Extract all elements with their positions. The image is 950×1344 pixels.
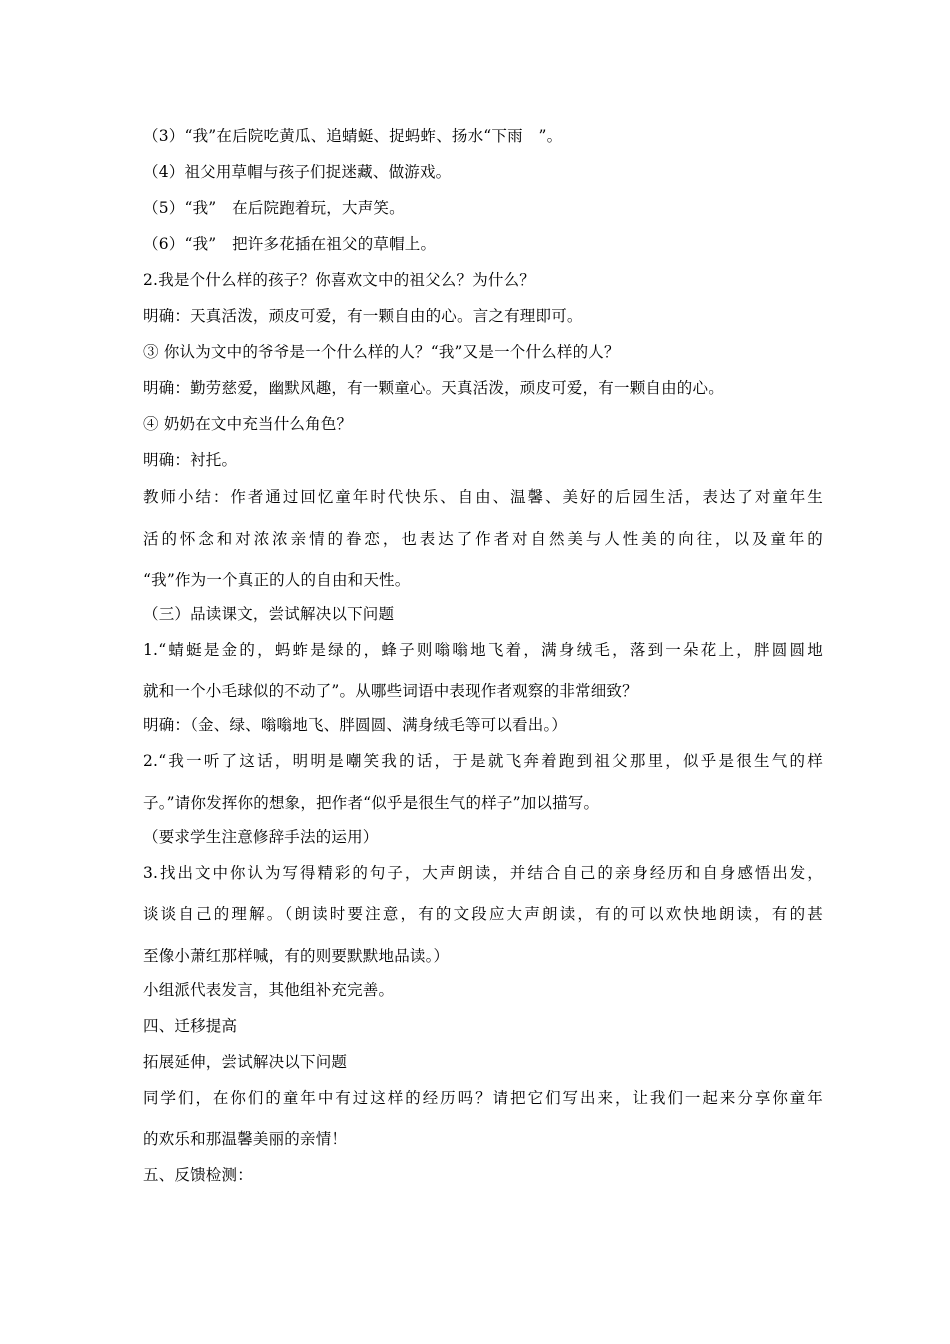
text-line: 五、反馈检测： xyxy=(143,1166,253,1184)
text-line: 1.“蜻蜓是金的，蚂蚱是绿的，蜂子则嗡嗡地飞着，满身绒毛，落到一朵花上，胖圆圆地 xyxy=(143,641,823,659)
text-line: “我”作为一个真正的人的自由和天性。 xyxy=(143,571,411,589)
text-line: 的欢乐和那温馨美丽的亲情！ xyxy=(143,1130,348,1148)
text-line: 子。”请你发挥你的想象，把作者“似乎是很生气的样子”加以描写。 xyxy=(143,794,600,812)
text-line: 明确：（金、绿、嗡嗡地飞、胖圆圆、满身绒毛等可以看出。） xyxy=(143,716,568,734)
text-line: （6）“我” 把许多花插在祖父的草帽上。 xyxy=(143,235,437,253)
text-line: （要求学生注意修辞手法的运用） xyxy=(143,828,379,846)
text-line: 同学们，在你们的童年中有过这样的经历吗？请把它们写出来，让我们一起来分享你童年 xyxy=(143,1089,823,1107)
text-line: 明确：勤劳慈爱，幽默风趣，有一颗童心。天真活泼，顽皮可爱，有一颗自由的心。 xyxy=(143,379,724,397)
text-line: 2.“我一听了这话，明明是嘲笑我的话，于是就飞奔着跑到祖父那里，似乎是很生气的样 xyxy=(143,752,823,770)
text-line: 2.我是个什么样的孩子？你喜欢文中的祖父么？为什么？ xyxy=(143,271,535,289)
text-line: 拓展延伸，尝试解决以下问题 xyxy=(143,1053,348,1071)
text-line: （4）祖父用草帽与孩子们捉迷藏、做游戏。 xyxy=(143,163,452,181)
text-line: ③ 你认为文中的爷爷是一个什么样的人？“我”又是一个什么样的人？ xyxy=(143,343,620,361)
text-line: （3）“我”在后院吃黄瓜、追蜻蜓、捉蚂蚱、扬水“下雨 ”。 xyxy=(143,127,563,145)
text-line: （三）品读课文，尝试解决以下问题 xyxy=(143,605,395,623)
text-line: 谈谈自己的理解。（朗读时要注意，有的文段应大声朗读，有的可以欢快地朗读，有的甚 xyxy=(143,905,823,923)
text-line: 就和一个小毛球似的不动了”。从哪些词语中表现作者观察的非常细致？ xyxy=(143,682,638,700)
text-line: 小组派代表发言，其他组补充完善。 xyxy=(143,981,395,999)
text-line: 教师小结：作者通过回忆童年时代快乐、自由、温馨、美好的后园生活，表达了对童年生 xyxy=(143,488,823,506)
text-line: 3.找出文中你认为写得精彩的句子，大声朗读，并结合自己的亲身经历和自身感悟出发， xyxy=(143,864,823,882)
text-line: 四、迁移提高 xyxy=(143,1017,238,1035)
text-line: 明确：天真活泼，顽皮可爱，有一颗自由的心。言之有理即可。 xyxy=(143,307,583,325)
text-line: 活的怀念和对浓浓亲情的眷恋，也表达了作者对自然美与人性美的向往，以及童年的 xyxy=(143,530,823,548)
text-line: ④ 奶奶在文中充当什么角色？ xyxy=(143,415,353,433)
text-line: 明确：衬托。 xyxy=(143,451,238,469)
text-line: （5）“我” 在后院跑着玩，大声笑。 xyxy=(143,199,405,217)
text-line: 至像小萧红那样喊，有的则要默默地品读。） xyxy=(143,947,450,965)
